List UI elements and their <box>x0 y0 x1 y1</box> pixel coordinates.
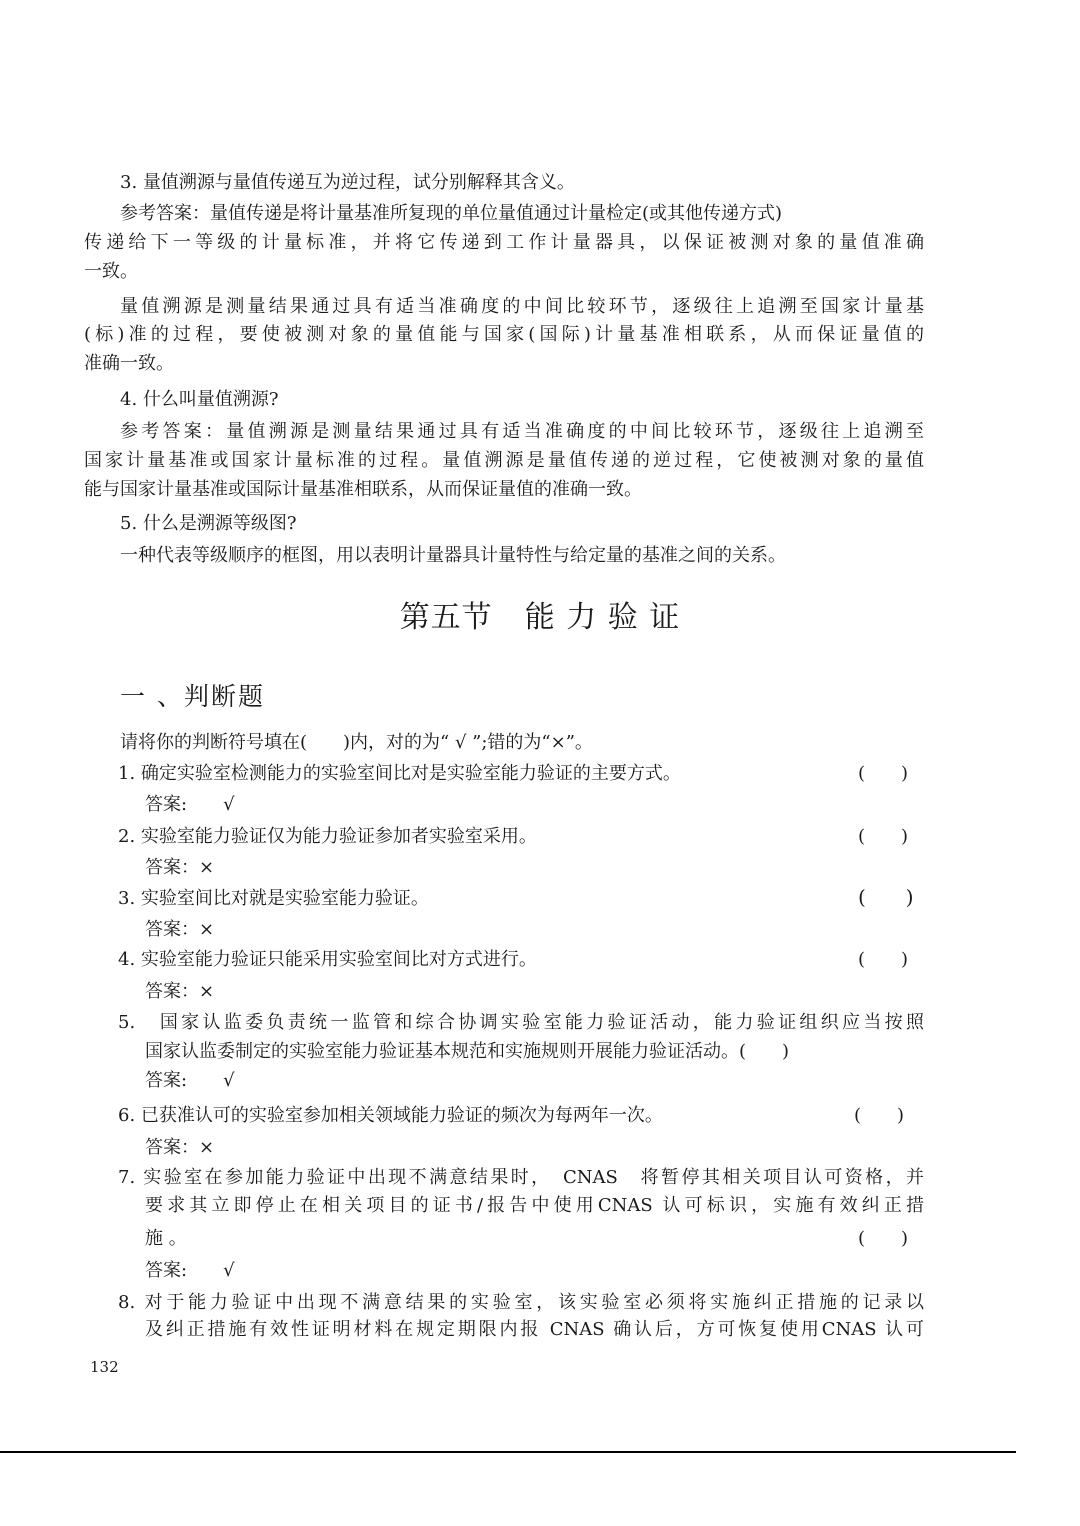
section-title <box>0 598 1080 638</box>
item-6-answer: 答案：× <box>145 1137 215 1158</box>
item-1-bracket: ( ) <box>858 763 909 784</box>
section-title-text: 能 力 验 证 <box>524 600 681 635</box>
q4-question: 4. 什么叫量值溯源? <box>120 389 279 410</box>
item-7-line-1: 7. 实验室在参加能力验证中出现不满意结果时， CNAS 将暂停其相关项目认可资格，并 <box>118 1167 924 1188</box>
q4-answer-line-1: 参考答案：量值溯源是测量结果通过具有适当准确度的中间比较环节，逐级往上追溯至 <box>120 421 924 442</box>
q3-question: 3. 量值溯源与量值传递互为逆过程，试分别解释其含义。 <box>120 172 575 193</box>
page-number: 132 <box>90 1358 119 1376</box>
q5-question: 5. 什么是溯源等级图? <box>120 513 297 534</box>
item-2-bracket: ( ) <box>858 826 909 847</box>
item-4-text: 4. 实验室能力验证只能采用实验室间比对方式进行。 <box>118 949 537 970</box>
part-heading: 一 、判断题 <box>120 682 265 711</box>
item-8-line-2: 及纠正措施有效性证明材料在规定期限内报 CNAS 确认后，方可恢复使用CNAS 认可 <box>145 1319 924 1340</box>
item-8-line-1: 8. 对于能力验证中出现不满意结果的实验室，该实验室必须将实施纠正措施的记录以 <box>118 1292 924 1313</box>
q4-answer-line-3: 能与国家计量基准或国际计量基准相联系，从而保证量值的准确一致。 <box>84 479 642 500</box>
item-5-answer: 答案: √ <box>145 1070 235 1091</box>
item-2-text: 2. 实验室能力验证仅为能力验证参加者实验室采用。 <box>118 826 537 847</box>
item-4-answer: 答案：× <box>145 981 215 1002</box>
item-7-line-3: 施 。 <box>145 1228 187 1249</box>
item-1-text: 1. 确定实验室检测能力的实验室间比对是实验室能力验证的主要方式。 <box>118 763 681 784</box>
item-7-answer: 答案: √ <box>145 1260 235 1281</box>
q3-para2-line-1: 量值溯源是测量结果通过具有适当准确度的中间比较环节，逐级往上追溯至国家计量基 <box>120 296 924 317</box>
q3-answer-line-2: 传递给下一等级的计量标准，并将它传递到工作计量器具，以保证被测对象的量值准确 <box>84 232 924 253</box>
q3-answer-line-3: 一致。 <box>84 261 138 282</box>
item-7-bracket: ( ) <box>858 1228 909 1249</box>
item-3-bracket: ( ) <box>858 885 914 909</box>
bottom-rule <box>0 1451 1016 1453</box>
item-7-line-2: 要求其立即停止在相关项目的证书/报告中使用CNAS 认可标识，实施有效纠正措 <box>145 1195 924 1216</box>
item-3-answer: 答案：× <box>145 919 215 940</box>
item-4-bracket: ( ) <box>858 949 909 970</box>
section-prefix: 第五节 <box>399 600 493 635</box>
q3-para2-line-2: (标)准的过程，要使被测对象的量值能与国家(国际)计量基准相联系，从而保证量值的 <box>84 324 924 345</box>
q3-para2-line-3: 准确一致。 <box>84 353 174 374</box>
item-1-answer: 答案: √ <box>145 794 235 815</box>
item-3-text: 3. 实验室间比对就是实验室能力验证。 <box>118 888 429 909</box>
q4-answer-line-2: 国家计量基准或国家计量标准的过程。量值溯源是量值传递的逆过程，它使被测对象的量值 <box>84 450 924 471</box>
q5-answer: 一种代表等级顺序的框图，用以表明计量器具计量特性与给定量的基准之间的关系。 <box>120 545 786 566</box>
item-5-line-2: 国家认监委制定的实验室能力验证基本规范和实施规则开展能力验证活动。( ) <box>145 1041 790 1062</box>
item-2-answer: 答案：× <box>145 857 215 878</box>
item-6-bracket: ( ) <box>854 1105 905 1126</box>
item-6-text: 6. 已获准认可的实验室参加相关领域能力验证的频次为每两年一次。 <box>118 1105 663 1126</box>
instruction: 请将你的判断符号填在( )内，对的为“ √ ”;错的为“×”。 <box>120 732 593 753</box>
item-5-line-1: 5. 国家认监委负责统一监管和综合协调实验室能力验证活动，能力验证组织应当按照 <box>118 1012 924 1033</box>
q3-answer-line-1: 参考答案：量值传递是将计量基准所复现的单位量值通过计量检定(或其他传递方式) <box>120 203 783 224</box>
